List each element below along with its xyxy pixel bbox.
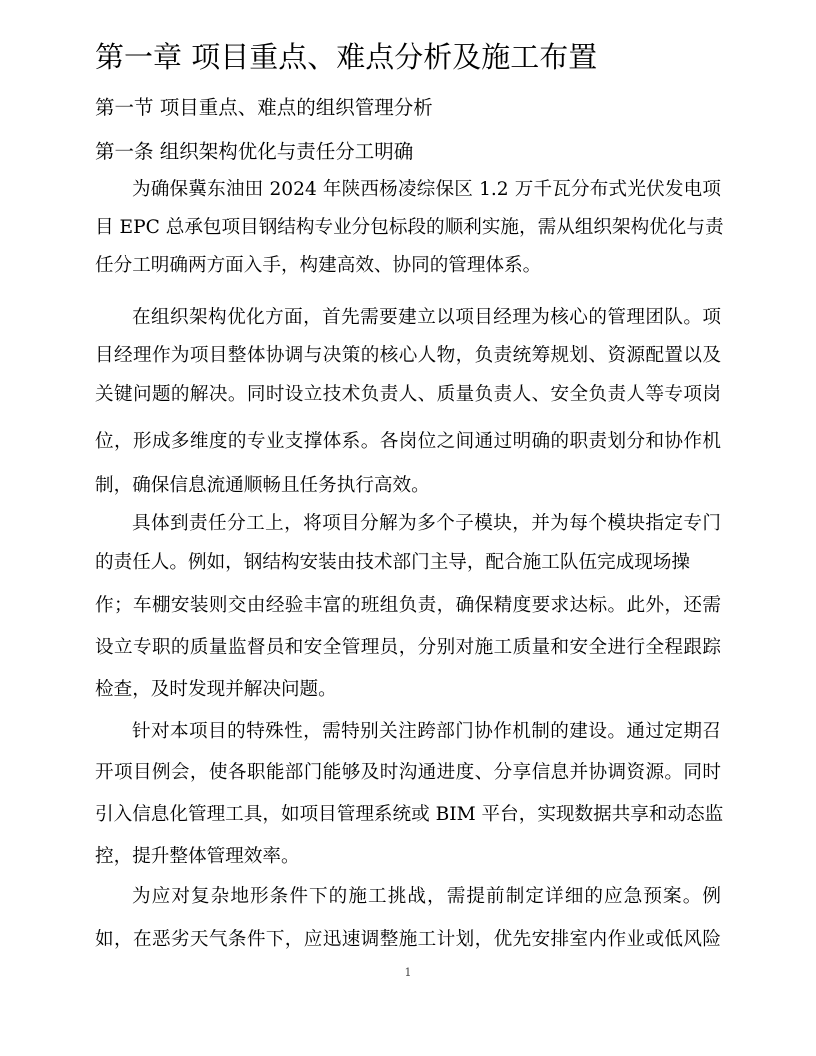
text-line: 设立专职的质量监督员和安全管理员，分别对施工质量和安全进行全程跟踪 (95, 637, 721, 658)
text-line: 具体到责任分工上，将项目分解为多个子模块，并为每个模块指定专门 (132, 513, 721, 534)
text-line: 在组织架构优化方面，首先需要建立以项目经理为核心的管理团队。项 (132, 307, 721, 328)
document-body (95, 0, 724, 1056)
text-line: 引入信息化管理工具，如项目管理系统或 BIM 平台，实现数据共享和动态监 (95, 804, 724, 825)
article-title: 第一条 组织架构优化与责任分工明确 (95, 140, 414, 163)
text-line: 开项目例会，使各职能部门能够及时沟通进度、分享信息并协调资源。同时 (95, 762, 721, 783)
text-line: 为应对复杂地形条件下的施工挑战，需提前制定详细的应急预案。例 (132, 886, 721, 907)
text-line: 针对本项目的特殊性，需特别关注跨部门协作机制的建设。通过定期召 (132, 721, 721, 742)
text-line: 作；车棚安装则交由经验丰富的班组负责，确保精度要求达标。此外，还需 (95, 595, 721, 616)
text-line: 关键问题的解决。同时设立技术负责人、质量负责人、安全负责人等专项岗 (95, 384, 721, 405)
text-line: 检查，及时发现并解决问题。 (95, 679, 337, 700)
text-line: 制，确保信息流通顺畅且任务执行高效。 (95, 475, 430, 496)
section-title: 第一节 项目重点、难点的组织管理分析 (95, 96, 433, 119)
text-line: 控，提升整体管理效率。 (95, 846, 300, 867)
text-line: 目 EPC 总承包项目钢结构专业分包标段的顺利实施，需从组织架构优化与责 (95, 217, 724, 238)
chapter-title: 第一章 项目重点、难点分析及施工布置 (95, 40, 598, 74)
text-line: 如，在恶劣天气条件下，应迅速调整施工计划，优先安排室内作业或低风险 (95, 929, 721, 950)
text-line: 为确保冀东油田 2024 年陕西杨凌综保区 1.2 万千瓦分布式光伏发电项 (132, 179, 721, 200)
text-line: 任分工明确两方面入手，构建高效、协同的管理体系。 (95, 255, 542, 276)
text-line: 的责任人。例如，钢结构安装由技术部门主导，配合施工队伍完成现场操 (95, 552, 691, 573)
text-line: 位，形成多维度的专业支撑体系。各岗位之间通过明确的职责划分和协作机 (95, 431, 721, 452)
text-line: 目经理作为项目整体协调与决策的核心人物，负责统筹规划、资源配置以及 (95, 345, 721, 366)
page-number: 1 (404, 966, 412, 979)
